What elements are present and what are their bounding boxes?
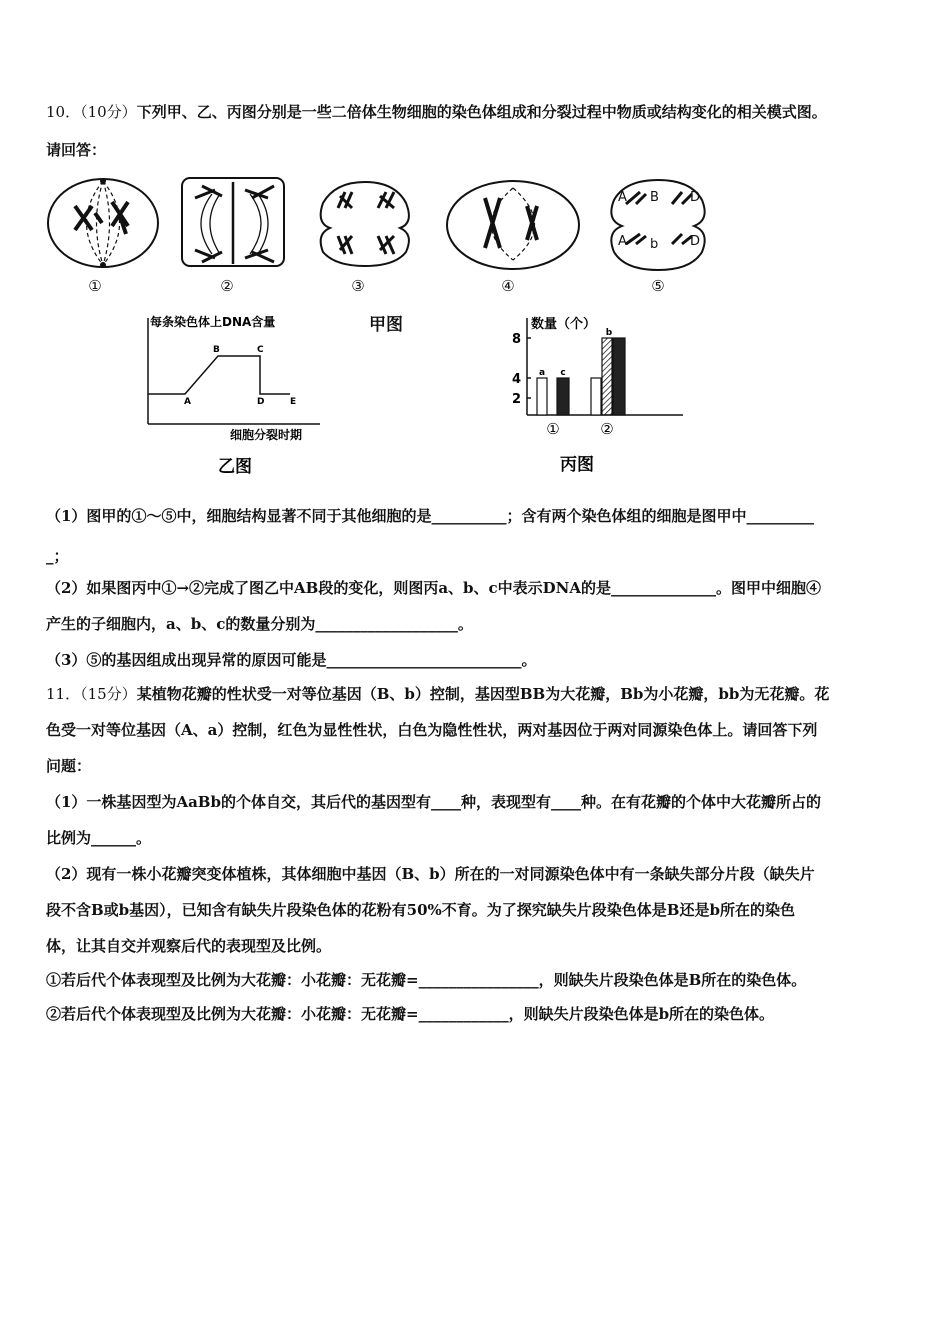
ytick-2: 2 [511, 392, 521, 407]
ytick-8: 8 [511, 332, 521, 347]
cell-label-2: ② [220, 277, 234, 295]
group-label-1: ① [546, 420, 560, 438]
q10-part3: （3）⑤的基因组成出现异常的原因可能是__________________________。 [46, 651, 537, 669]
q10-part2-line2: 产生的子细胞内，a、b、c的数量分别为___________________。 [46, 615, 473, 633]
q11-case2: ②若后代个体表现型及比例为大花瓣：小花瓣：无花瓣=____________，则缺失片段染色体是b所在的染色体。 [46, 1005, 775, 1023]
bar-label-c: c [560, 368, 566, 378]
point-a: A [184, 397, 191, 407]
ytick-4: 4 [511, 372, 521, 387]
point-c: C [257, 345, 264, 355]
cell-3 [321, 182, 409, 266]
q11-line2: 色受一对等位基因（A、a）控制，红色为显性性状，白色为隐性性状，两对基因位于两对同源染色体上。请回答下列 [46, 721, 818, 739]
q10-part1-line2: _； [46, 547, 69, 565]
yi-ylabel: 每条染色体上DNA含量 [150, 315, 276, 329]
group-label-2: ② [600, 420, 614, 438]
bar-1-a [537, 378, 547, 415]
q11-line3: 问题： [46, 757, 92, 775]
figure-bing-caption: 丙图 [560, 455, 594, 475]
cell-4 [447, 181, 579, 269]
q10-number: 10．（10分） [46, 103, 137, 121]
point-d: D [257, 397, 265, 407]
cell-label-1: ① [88, 277, 102, 295]
gene-label-5: b [650, 237, 659, 252]
gene-label-3: D [690, 190, 701, 205]
q11-case1: ①若后代个体表现型及比例为大花瓣：小花瓣：无花瓣=________________，则缺失片段染色体是B所在的染色体。 [46, 971, 807, 989]
bar-label-a: a [538, 368, 546, 378]
cell-label-4: ④ [501, 277, 515, 295]
figure-jia-caption: 甲图 [369, 315, 403, 335]
figure-yi [140, 312, 340, 477]
bar-2-b [602, 338, 612, 415]
q11-part2-line3: 体，让其自交并观察后代的表现型及比例。 [46, 937, 332, 955]
point-b: B [213, 345, 220, 355]
gene-label-4: A [618, 234, 627, 249]
gene-label-2: B [650, 190, 659, 205]
cell-label-3: ③ [351, 277, 365, 295]
cell-1 [48, 179, 158, 267]
q11-line1 [46, 684, 829, 704]
bing-ylabel: 数量（个） [531, 317, 597, 332]
q10-header [46, 102, 827, 122]
bar-1-c [557, 378, 569, 415]
gene-label-6: D [690, 234, 701, 249]
figure-yi-caption: 乙图 [218, 457, 252, 477]
bar-label-b: b [605, 328, 613, 338]
cell-label-5: ⑤ [651, 277, 665, 295]
figure-bing [505, 310, 690, 480]
gene-label-1: A [618, 190, 627, 205]
q11-line1-text: 某植物花瓣的性状受一对等位基因（B、b）控制，基因型BB为大花瓣，Bb为小花瓣，bb为无花瓣。花 [136, 685, 830, 703]
q11-number: 11．（15分） [46, 685, 137, 703]
q11-part1-line1: （1）一株基因型为AaBb的个体自交，其后代的基因型有____种，表现型有____种。在有花瓣的个体中大花瓣所占的 [46, 793, 821, 811]
q10-part2-line1: （2）如果图丙中①→②完成了图乙中AB段的变化，则图丙a、b、c中表示DNA的是______________。图甲中细胞④ [46, 579, 822, 597]
yi-xlabel: 细胞分裂时期 [230, 428, 303, 442]
dna-curve [148, 356, 290, 394]
q11-part1-line2: 比例为______。 [46, 829, 152, 847]
bar-2-a [591, 378, 601, 415]
q10-header-text: 下列甲、乙、丙图分别是一些二倍体生物细胞的染色体组成和分裂过程中物质或结构变化的相关模式图。 [136, 103, 827, 121]
q10-part1-line1: （1）图甲的①～⑤中，细胞结构显著不同于其他细胞的是__________；含有两个染色体组的细胞是图甲中_________ [46, 507, 814, 525]
point-e: E [290, 397, 297, 407]
q11-part2-line2: 段不含B或b基因），已知含有缺失片段染色体的花粉有50%不育。为了探究缺失片段染色体是B还是b所在的染色 [46, 901, 795, 919]
q10-header-cont: 请回答： [46, 141, 107, 159]
bar-2-c [613, 338, 625, 415]
q11-part2-line1: （2）现有一株小花瓣突变体植株，其体细胞中基因（B、b）所在的一对同源染色体中有一条缺失部分片段（缺失片 [46, 865, 815, 883]
